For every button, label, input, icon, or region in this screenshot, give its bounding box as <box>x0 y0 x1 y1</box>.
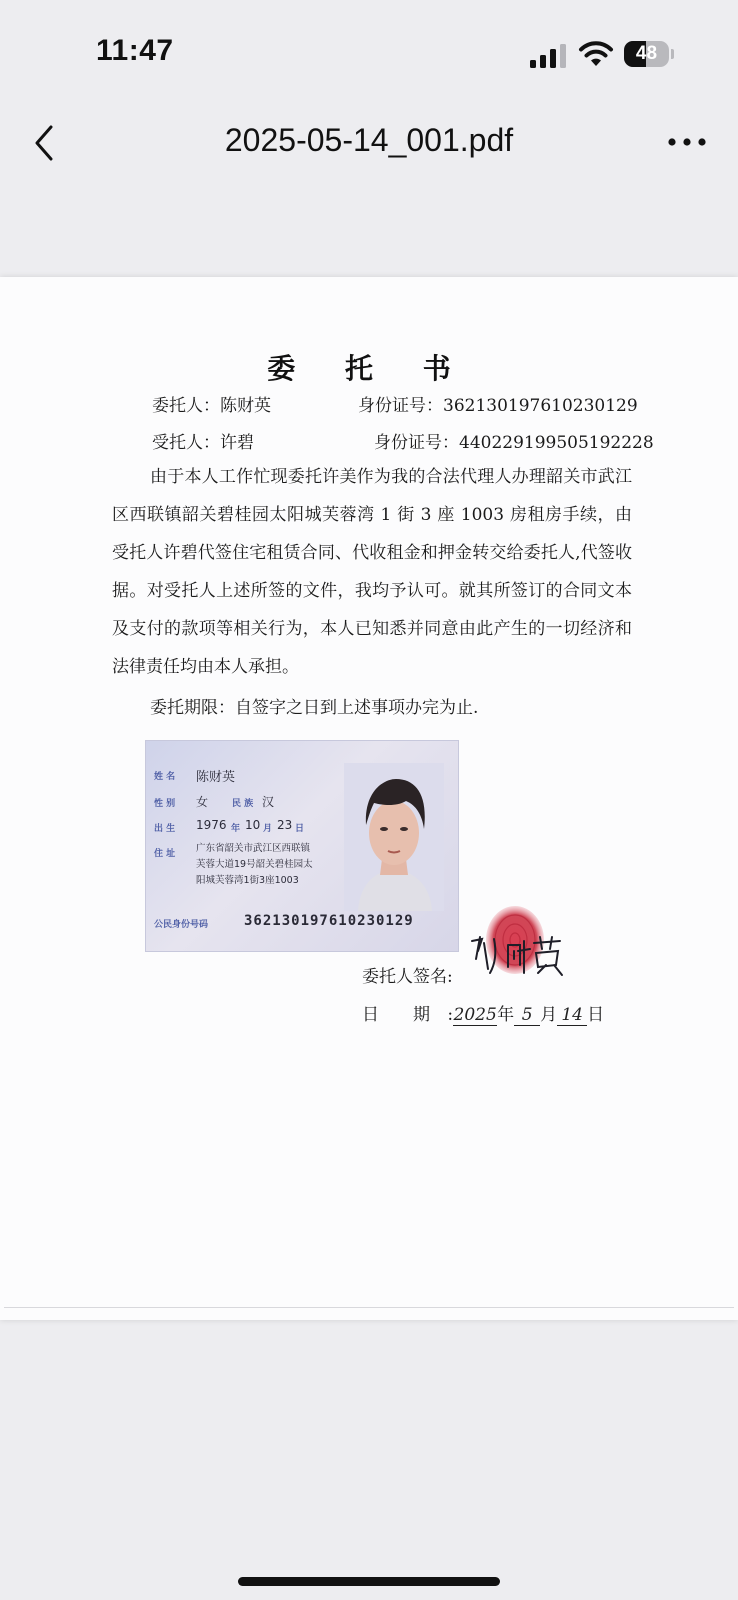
agent-id: 身份证号：440229199505192228 <box>374 433 654 453</box>
nav-bar <box>0 100 738 186</box>
document-filename: 2025-05-14_001.pdf <box>224 122 514 158</box>
chevron-left-icon <box>33 124 55 162</box>
id-birth-month: 10 <box>245 818 261 832</box>
authorization-paragraph: 由于本人工作忙现委托许美作为我的合法代理人办理韶关市武江区西联镇韶关碧桂园太阳城芙蓉湾 1 街 3 座 1003 房租房手续，由受托人许碧代签住宅租赁合同、代收租金和押金转交给委托人,代签收据。对受托人上述所签的文件，我均予认可。就其所签订的合同文本及支付的款项等相关行为，本人已知悉并同意由此产生的一切经济和法律责任均由本人承担。 <box>112 467 632 677</box>
id-number-label: 公民身份号码 <box>154 920 209 930</box>
id-portrait-photo <box>344 763 444 911</box>
document-title: 委 托 书 <box>267 352 471 385</box>
status-time: 11:47 <box>96 34 174 67</box>
id-sex: 女 <box>196 795 209 809</box>
principal-id: 身份证号：362130197610230129 <box>358 396 638 416</box>
id-birth-month-char: 月 <box>263 824 273 834</box>
id-address-line: 广东省韶关市武江区西联镇 <box>196 843 311 854</box>
home-indicator[interactable] <box>238 1577 500 1586</box>
term-line: 委托期限：自签字之日到上述事项办完为止. <box>150 698 479 718</box>
date-line: 日 期 :2025年 5 月 14 日 <box>362 1005 605 1025</box>
id-birth-day-char: 日 <box>295 824 305 834</box>
id-name-label: 姓 名 <box>154 772 176 782</box>
id-sex-label: 性 别 <box>154 799 176 809</box>
id-birth-label: 出 生 <box>154 824 176 834</box>
handwritten-signature <box>468 929 568 979</box>
id-birth-day: 23 <box>277 818 293 832</box>
id-card-image <box>145 740 459 952</box>
date-day: 14 <box>557 1005 587 1026</box>
back-button[interactable] <box>24 120 64 166</box>
status-bar <box>0 0 738 100</box>
day-char: 日 <box>587 1005 605 1025</box>
battery-icon <box>624 41 674 67</box>
more-options-button[interactable] <box>662 124 712 160</box>
date-year: 2025 <box>453 1005 497 1025</box>
id-birth-year-char: 年 <box>231 824 241 834</box>
date-label: 日 期 <box>362 1005 430 1025</box>
month-char: 月 <box>540 1005 558 1025</box>
id-ethnicity: 汉 <box>262 795 275 809</box>
year-char: 年 <box>497 1005 515 1025</box>
battery-level: 48 <box>635 43 658 64</box>
signature-label: 委托人签名: <box>362 967 453 987</box>
agent-name: 受托人：许碧 <box>152 433 254 453</box>
date-month: 5 <box>514 1005 540 1026</box>
id-address-line: 阳城芙蓉湾1街3座1003 <box>196 875 299 886</box>
id-name: 陈财英 <box>196 770 236 785</box>
id-address <box>196 841 356 889</box>
cellular-signal-icon <box>530 44 568 68</box>
id-address-line: 芙蓉大道19号韶关碧桂园太 <box>196 859 313 870</box>
wifi-icon <box>578 40 614 68</box>
more-horizontal-icon <box>667 137 707 147</box>
page-divider <box>4 1307 734 1308</box>
id-number: 362130197610230129 <box>244 913 414 929</box>
principal-name: 委托人：陈财英 <box>152 396 271 416</box>
id-address-label: 住 址 <box>154 849 176 859</box>
id-ethnicity-label: 民 族 <box>232 799 254 809</box>
id-birth-year: 1976 <box>196 818 227 832</box>
pdf-page[interactable] <box>0 277 738 1320</box>
